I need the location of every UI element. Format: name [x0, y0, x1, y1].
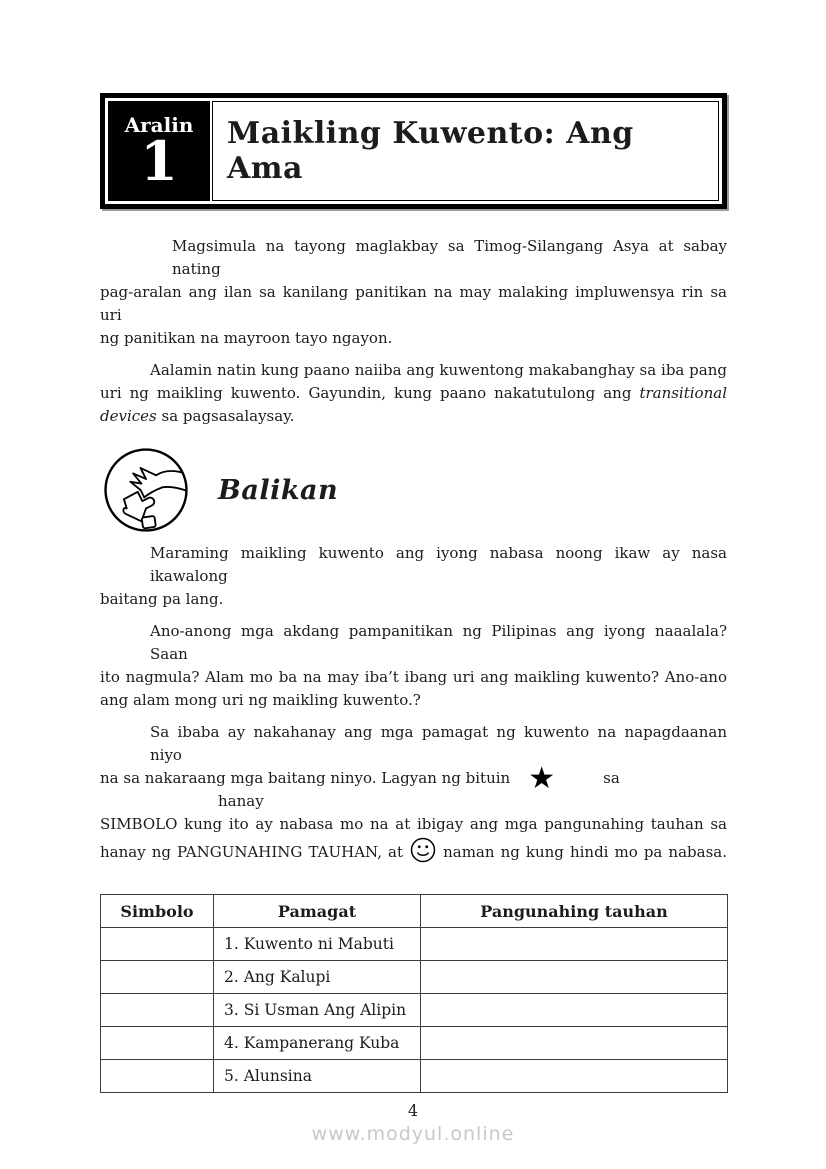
balikan-paragraphs [100, 542, 727, 864]
paragraph-line [100, 382, 727, 405]
watermark-text: www.modyul.online [311, 1123, 515, 1145]
text-segment: Magsimula na tayong maglakbay sa Timog-Silangang Asya at sabay nating [172, 237, 727, 278]
star-icon: ★ [528, 761, 556, 796]
cell-simbolo [101, 961, 214, 994]
column-header: Simbolo [101, 895, 214, 928]
paragraph [100, 542, 727, 611]
table-row [101, 1027, 728, 1060]
paragraph-line [100, 405, 727, 428]
worksheet-table [100, 894, 728, 1093]
paragraph-line [100, 359, 727, 382]
spacer [510, 782, 528, 783]
lesson-header-inner [108, 101, 719, 201]
paragraph [100, 359, 727, 428]
smiley-icon [409, 836, 437, 864]
lesson-title-cell [212, 101, 719, 201]
cell-pangunahing-tauhan [421, 961, 728, 994]
column-header: Pangunahing tauhan [421, 895, 728, 928]
page-content [100, 0, 727, 1093]
lesson-label: Aralin [124, 113, 194, 138]
cell-pamagat: 2. Ang Kalupi [214, 961, 421, 994]
text-segment: transitional [639, 384, 727, 402]
balikan-heading: Balikan [218, 474, 339, 506]
paragraph-line [100, 689, 727, 712]
spacer [555, 782, 603, 783]
page-footer [0, 1101, 826, 1145]
lesson-number-cell [108, 101, 210, 201]
text-segment: Maraming maikling kuwento ang iyong nabasa noong ikaw ay nasa ikawalong [150, 544, 727, 585]
cell-pangunahing-tauhan [421, 994, 728, 1027]
text-segment: ang alam mong uri ng maikling kuwento.? [100, 691, 421, 709]
intro-paragraphs [100, 235, 727, 428]
cell-simbolo [101, 994, 214, 1027]
cell-pangunahing-tauhan [421, 1027, 728, 1060]
text-segment: naman ng kung hindi mo pa nabasa. [437, 843, 727, 861]
puzzle-hand-icon [100, 444, 192, 536]
spacer [100, 805, 218, 806]
cell-pamagat: 4. Kampanerang Kuba [214, 1027, 421, 1060]
text-segment: ng panitikan na mayroon tayo ngayon. [100, 329, 393, 347]
paragraph-line [100, 836, 727, 864]
text-segment: devices [100, 407, 157, 425]
text-segment: Aalamin natin kung paano naiiba ang kuwentong makabanghay sa iba pang [150, 361, 727, 379]
table-row [101, 961, 728, 994]
text-segment: pag-aralan ang ilan sa kanilang panitikan na may malaking impluwensya rin sa uri [100, 283, 727, 324]
text-segment: ito nagmula? Alam mo ba na may iba’t ibang uri ang maikling kuwento? Ano-ano [100, 668, 727, 686]
column-header: Pamagat [214, 895, 421, 928]
text-segment: hanay ng PANGUNAHING TAUHAN, at [100, 843, 410, 861]
cell-pamagat: 1. Kuwento ni Mabuti [214, 928, 421, 961]
text-segment: na sa nakaraang mga baitang ninyo. Lagyan ng bituin [100, 769, 511, 787]
paragraph-line [100, 813, 727, 836]
paragraph [100, 620, 727, 712]
text-segment: SIMBOLO kung ito ay nabasa mo na at ibigay ang mga pangunahing tauhan sa [100, 815, 727, 833]
cell-simbolo [101, 1027, 214, 1060]
page-number: 4 [407, 1101, 419, 1120]
cell-pangunahing-tauhan [421, 1060, 728, 1093]
paragraph-line [100, 588, 727, 611]
paragraph-line [100, 235, 727, 281]
paragraph-line [100, 761, 727, 813]
lesson-header-box [100, 93, 727, 209]
cell-pangunahing-tauhan [421, 928, 728, 961]
text-segment: sa [603, 769, 620, 787]
paragraph [100, 235, 727, 350]
table-row [101, 1060, 728, 1093]
page-title: Maikling Kuwento: Ang Ama [227, 116, 634, 186]
text-segment: Sa ibaba ay nakahanay ang mga pamagat ng kuwento na napagdaanan niyo [150, 723, 727, 764]
table-body [101, 928, 728, 1093]
table-row [101, 994, 728, 1027]
paragraph-line [100, 327, 727, 350]
table-row [101, 928, 728, 961]
table-header-row [101, 895, 728, 928]
balikan-section-header [100, 444, 727, 536]
paragraph-line [100, 721, 727, 767]
cell-simbolo [101, 1060, 214, 1093]
lesson-number: 1 [140, 129, 178, 194]
cell-pamagat: 3. Si Usman Ang Alipin [214, 994, 421, 1027]
text-segment: baitang pa lang. [100, 590, 224, 608]
paragraph-line [100, 620, 727, 666]
text-segment: uri ng maikling kuwento. Gayundin, kung paano nakatutulong ang [100, 384, 640, 402]
cell-simbolo [101, 928, 214, 961]
paragraph-line [100, 666, 727, 689]
paragraph-line [100, 542, 727, 588]
paragraph [100, 721, 727, 864]
text-segment: Ano-anong mga akdang pampanitikan ng Pilipinas ang iyong naaalala? Saan [150, 622, 727, 663]
cell-pamagat: 5. Alunsina [214, 1060, 421, 1093]
text-segment: hanay [218, 792, 264, 810]
paragraph-line [100, 281, 727, 327]
text-segment: sa pagsasalaysay. [156, 407, 295, 425]
